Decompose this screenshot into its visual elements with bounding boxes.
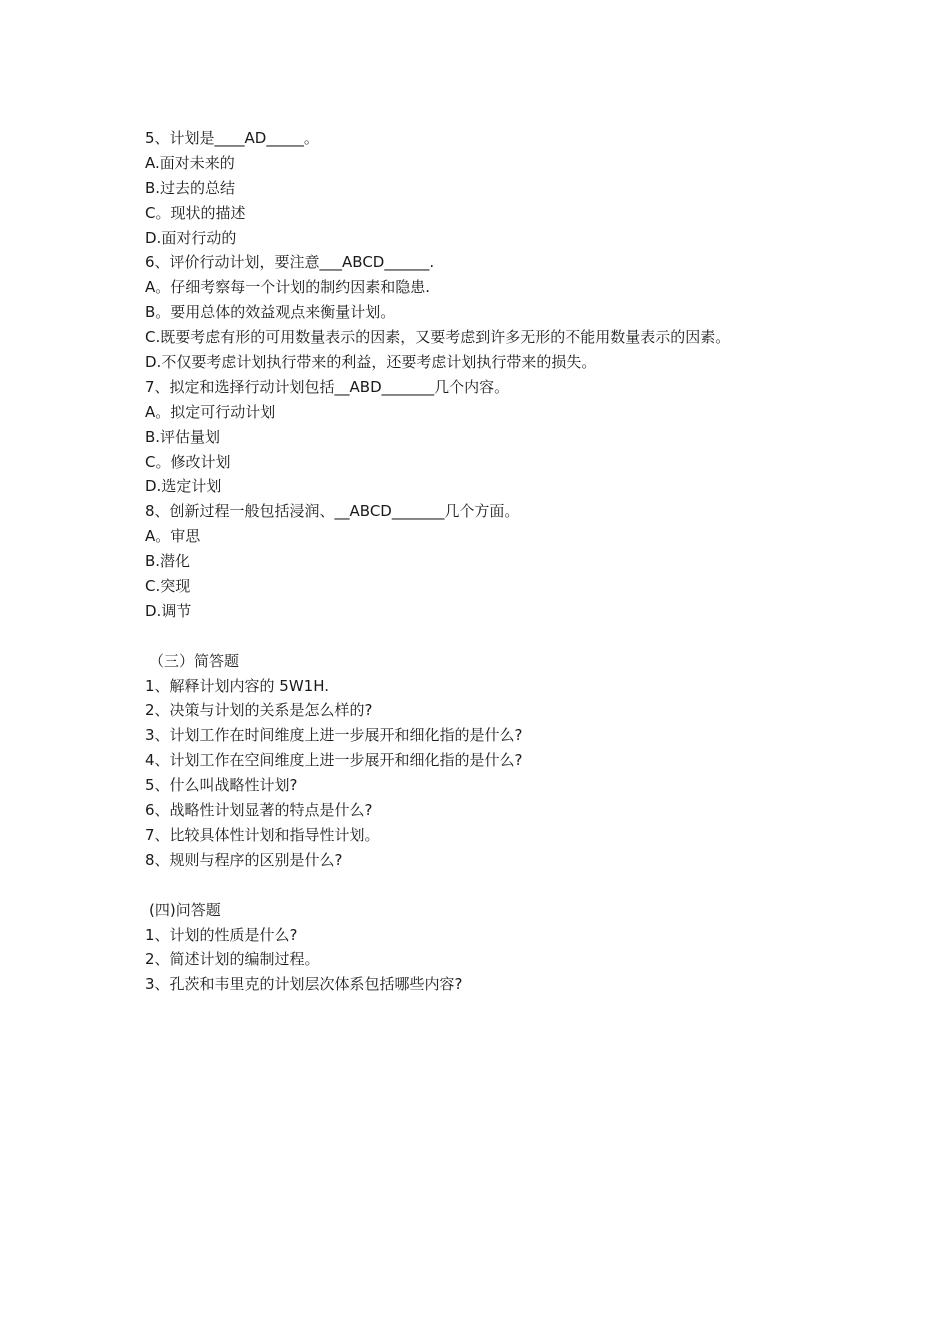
question-6-option-b: B。要用总体的效益观点来衡量计划。 <box>145 303 396 322</box>
short-answer-item-2: 2、决策与计划的关系是怎么样的? <box>145 701 373 720</box>
question-5-stem: 5、计划是____AD_____。 <box>145 129 319 147</box>
document-body <box>145 126 825 997</box>
question-6-option-a: A。仔细考察每一个计划的制约因素和隐患. <box>145 278 431 297</box>
question-7-stem: 7、拟定和选择行动计划包括__ABD_______几个内容。 <box>145 377 510 396</box>
question-8-option-b: B.潜化 <box>145 552 191 571</box>
spacer <box>145 873 825 898</box>
question-5-option-a: A.面对未来的 <box>145 153 235 172</box>
essay-heading: (四)问答题 <box>149 900 221 919</box>
essay-item-2: 2、简述计划的编制过程。 <box>145 950 320 969</box>
question-6-option-c: C.既要考虑有形的可用数量表示的因素，又要考虑到许多无形的不能用数量表示的因素。 <box>145 328 731 347</box>
question-7-option-a: A。拟定可行动计划 <box>145 402 276 421</box>
question-7-option-b: B.评估量划 <box>145 427 221 446</box>
question-8-option-a: A。审思 <box>145 527 201 546</box>
short-answer-item-7: 7、比较具体性计划和指导性计划。 <box>145 825 380 844</box>
question-7-option-d: D.选定计划 <box>145 477 222 496</box>
essay-item-1: 1、计划的性质是什么? <box>145 925 298 944</box>
question-8-stem: 8、创新过程一般包括浸润、__ABCD_______几个方面。 <box>145 502 520 521</box>
short-answer-item-3: 3、计划工作在时间维度上进一步展开和细化指的是什么? <box>145 726 523 745</box>
short-answer-item-1: 1、解释计划内容的 5W1H. <box>145 676 330 695</box>
spacer <box>145 624 825 649</box>
question-7-option-c: C。修改计划 <box>145 452 231 471</box>
short-answer-heading: （三）简答题 <box>149 651 240 670</box>
essay-item-3: 3、孔茨和韦里克的计划层次体系包括哪些内容? <box>145 975 463 994</box>
question-6-option-d: D.不仅要考虑计划执行带来的利益，还要考虑计划执行带来的损失。 <box>145 353 597 372</box>
short-answer-item-6: 6、战略性计划显著的特点是什么? <box>145 801 373 820</box>
question-8-option-c: C.突现 <box>145 577 191 596</box>
question-6-stem: 6、评价行动计划，要注意___ABCD______. <box>145 253 435 272</box>
short-answer-item-8: 8、规则与程序的区别是什么? <box>145 850 343 869</box>
short-answer-item-4: 4、计划工作在空间维度上进一步展开和细化指的是什么? <box>145 751 523 770</box>
question-8-option-d: D.调节 <box>145 601 192 620</box>
short-answer-item-5: 5、什么叫战略性计划? <box>145 776 298 795</box>
question-5-option-b: B.过去的总结 <box>145 178 236 197</box>
question-5-option-d: D.面对行动的 <box>145 228 237 247</box>
question-5-option-c: C。现状的描述 <box>145 203 246 222</box>
